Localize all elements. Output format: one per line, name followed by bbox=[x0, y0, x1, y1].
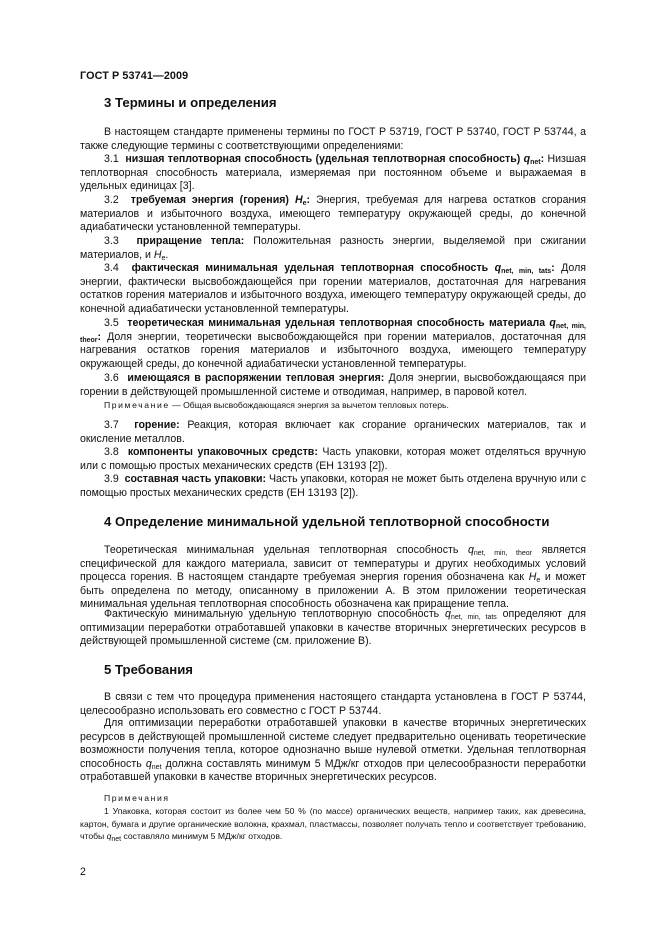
notes-label: Примечания bbox=[104, 793, 170, 803]
section-3-intro: В настоящем стандарте применены термины по ГОСТ Р 53719, ГОСТ Р 53740, ГОСТ Р 53744, а также следующие термины с соответствующими определениями: bbox=[80, 126, 586, 152]
section-4-paragraph-2: Фактическую минимальную удельную теплотворную способность $q_{net, min, tats}$ определяют для оптимизации переработки отработавшей упаковки в качестве вторичных энергетических ресурсов в действующей промышленной системе (см. приложение В). bbox=[80, 608, 586, 648]
section-5-title: 5 Требования bbox=[104, 662, 194, 677]
section-4-paragraph-1: Теоретическая минимальная удельная теплотворная способность $q_{net, min, theor}$ является специфической для каждого материала, зависит от температуры и других необходимых условий процесса горения. В настоящем стандарте требуемая энергия горения обозначена как $H_e$ и может быть определена по методу, описанному в приложении А. В этом приложении теоретическая минимальная удельная теплотворная способность обозначена как приращение тепла. bbox=[80, 544, 586, 611]
term-3-6: 3.6 имеющаяся в распоряжении тепловая энергия: Доля энергии, высвобождающаяся при горении в действующей промышленной системе и отводимая, например, в паровой котел. bbox=[80, 372, 587, 398]
term-3-8: 3.8 компоненты упаковочных средств: Часть упаковки, которая может отделяться вручную или с помощью простых механических средств (ЕН 13193 [2]). bbox=[80, 446, 587, 472]
section-4-title: 4 Определение минимальной удельной теплотворной способности bbox=[104, 514, 550, 529]
term-3-4: 3.4 фактическая минимальная удельная теплотворная способность $q_{net, min, tats}$: Доля энергии, фактически высвобождающейся при горении материалов, достаточная для нагревания остатков горения материалов и избыточного воздуха, имеющего температуру окружающей среды, до конечной адиабатически установленной температуры. bbox=[80, 262, 586, 315]
page-number: 2 bbox=[80, 866, 86, 878]
section-5-paragraph-1: В связи с тем что процедура применения настоящего стандарта установлена в ГОСТ Р 53744, целесообразно использовать его совместно с ГОСТ Р 53744. bbox=[80, 691, 586, 717]
note-3-6: Примечание — Общая высвобождающаяся энергия за вычетом тепловых потерь. bbox=[104, 400, 449, 410]
term-3-9: 3.9 составная часть упаковки: Часть упаковки, которая не может быть отделена вручную или с помощью простых механических средств (ЕН 13193 [2]). bbox=[80, 473, 586, 499]
term-3-7: 3.7 горение: Реакция, которая включает как сгорание органических материалов, так и окисление металлов. bbox=[80, 419, 586, 445]
section-5-paragraph-2: Для оптимизации переработки отработавшей упаковки в качестве вторичных энергетических ресурсов в действующей промышленной системе следует предварительно оценивать теоретические возможности получения тепла, которое однозначно выше нулевой отметки. Удельная теплотворная способность $q_{net}$ должна составлять минимум 5 МДж/кг отходов при целесообразности переработки отработавшей упаковки в качестве вторичных энергетических ресурсов. bbox=[80, 717, 586, 784]
section-3-title: 3 Термины и определения bbox=[104, 95, 277, 110]
term-3-1: 3.1 низшая теплотворная способность (удельная теплотворная способность) $q_{net}$: Низшая теплотворная способность материала, измеряемая при постоянном объеме и выражаемая в удельных единицах [3]. bbox=[80, 153, 586, 193]
term-3-2: 3.2 требуемая энергия (горения) $H_e$: Энергия, требуемая для нагрева остатков сгорания материалов и избыточного воздуха, имеющего температуру окружающей среды, до конечной адиабатически установленной температуры. bbox=[80, 194, 586, 234]
note-5-1: 1 Упаковка, которая состоит из более чем 50 % (по массе) органических веществ, например таких, как древесина, картон, бумага и другие органические волокна, крахмал, пластмассы, позволяет получать тепло и соответствует требованию, чтобы $q_{net}$ составляло минимум 5 МДж/кг отходов. bbox=[80, 806, 586, 844]
standard-header: ГОСТ Р 53741—2009 bbox=[80, 70, 189, 82]
term-3-5: 3.5 теоретическая минимальная удельная теплотворная способность материала $q_{net, min, theor}$: Доля энергии, теоретически высвобождающейся при горении материалов, достаточная для нагревания остатков горения материалов и избыточного воздуха, имеющего температуру окружающей среды, до конечной адиабатически установленной температуры. bbox=[80, 317, 587, 370]
term-3-3: 3.3 приращение тепла: Положительная разность энергии, выделяемой при сжигании материалов, и $H_e$. bbox=[80, 235, 586, 262]
